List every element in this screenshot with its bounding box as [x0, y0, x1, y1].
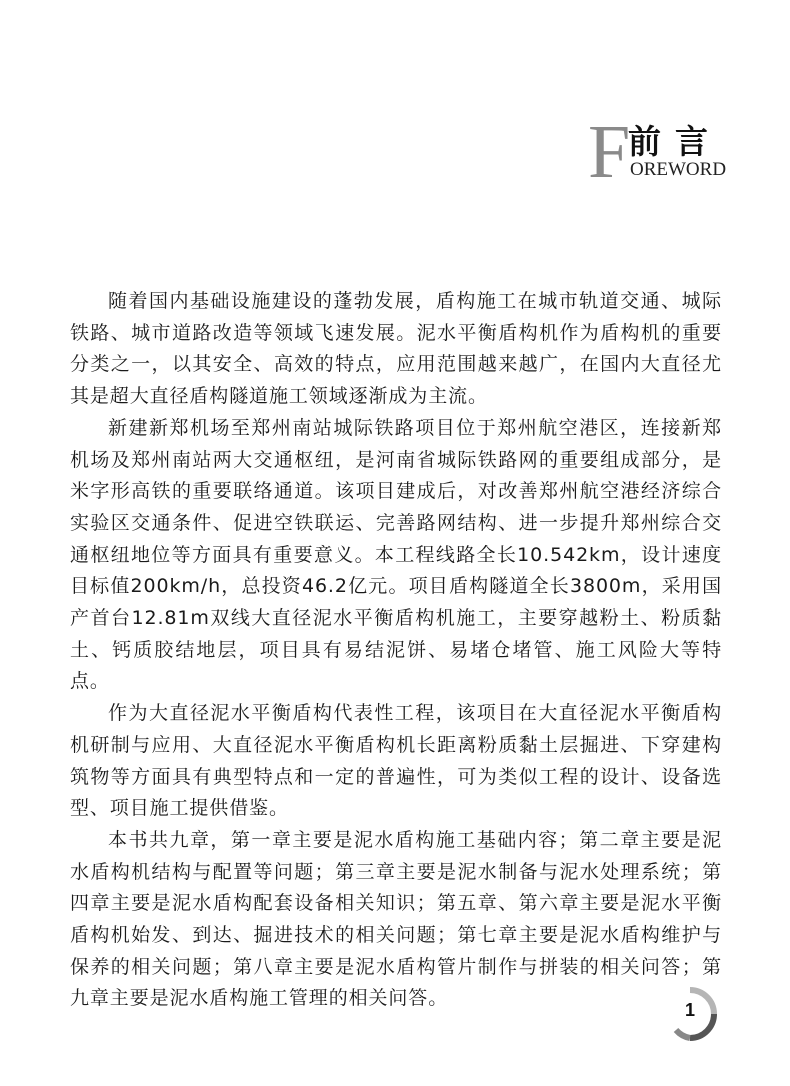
- heading-title-chinese: 前言: [628, 122, 722, 161]
- page-number: 1: [684, 1000, 695, 1020]
- paragraph-3: 作为大直径泥水平衡盾构代表性工程，该项目在大直径泥水平衡盾构机研制与应用、大直径泥水平衡盾构机长距离粉质黏土层掘进、下穿建构筑物等方面具有典型特点和一定的普遍性，可为类似工程的设计、设备选型、项目施工提供借鉴。: [70, 702, 722, 820]
- paragraph-1: 随着国内基础设施建设的蓬勃发展，盾构施工在城市轨道交通、城际铁路、城市道路改造等领域飞速发展。泥水平衡盾构机作为盾构机的重要分类之一，以其安全、高效的特点，应用范围越来越广，在国内大直径尤其是超大直径盾构隧道施工领域逐渐成为主流。: [70, 290, 722, 408]
- heading-title-english: OREWORD: [630, 159, 727, 180]
- heading-initial-letter: F: [588, 110, 631, 194]
- paragraph-2: 新建新郑机场至郑州南站城际铁路项目位于郑州航空港区，连接新郑机场及郑州南站两大交通枢纽，是河南省城际铁路网的重要组成部分，是米字形高铁的重要联络通道。该项目建成后，对改善郑州航空港经济综合实验区交通条件、促进空铁联运、完善路网结构、进一步提升郑州综合交通枢纽地位等方面具有重要意义。本工程线路全长10.542km，设计速度目标值200km/h，总投资46.2亿元。项目盾构隧道全长3800m，采用国产首台12.81m双线大直径泥水平衡盾构机施工，主要穿越粉土、粉质黏土、钙质胶结地层，项目具有易结泥饼、易堵仓堵管、施工风险大等特点。: [70, 416, 722, 693]
- paragraph-4: 本书共九章，第一章主要是泥水盾构施工基础内容；第二章主要是泥水盾构机结构与配置等问题；第三章主要是泥水制备与泥水处理系统；第四章主要是泥水盾构配套设备相关知识；第五章、第六章主要是泥水平衡盾构机始发、到达、掘进技术的相关问题；第七章主要是泥水盾构维护与保养的相关问题；第八章主要是泥水盾构管片制作与拼装的相关问答；第九章主要是泥水盾构施工管理的相关问答。: [70, 828, 722, 1010]
- section-heading: [588, 110, 738, 194]
- foreword-body: [70, 286, 722, 1015]
- page-number-badge: [670, 986, 726, 1042]
